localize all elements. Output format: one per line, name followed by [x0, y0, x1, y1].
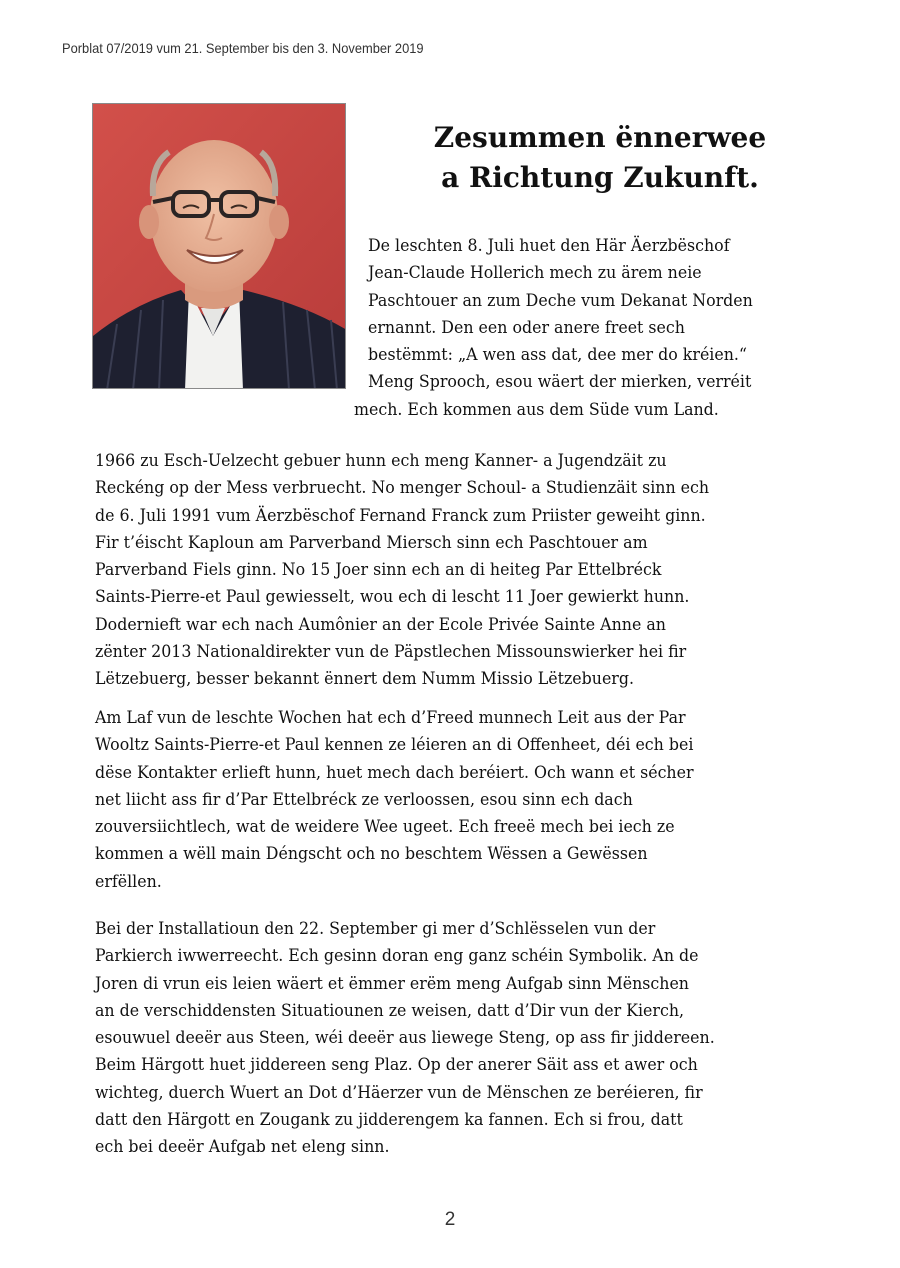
paragraph-line: Parverband Fiels ginn. No 15 Joer sinn ech an di heiteg Par Ettelbréck: [95, 560, 662, 581]
title-line: a Richtung Zukunft.: [441, 161, 759, 194]
paragraph-line: esouwuel deeër aus Steen, wéi deeër aus liewege Steng, op ass fir jiddereen.: [95, 1028, 715, 1049]
paragraph-line: Fir t’éischt Kaploun am Parverband Miersch sinn ech Paschtouer am: [95, 532, 648, 553]
paragraph-line: ech bei deeër Aufgab net eleng sinn.: [95, 1137, 390, 1158]
paragraph-line: kommen a wëll main Déngscht och no beschtem Wëssen a Gewëssen: [95, 844, 648, 865]
paragraph-line: net liicht ass fir d’Par Ettelbréck ze verloossen, esou sinn ech dach: [95, 789, 633, 810]
intro-line: ernannt. Den een oder anere freet sech: [368, 317, 685, 338]
paragraph-line: dëse Kontakter erlieft hunn, huet mech dach beréiert. Och wann et sécher: [95, 762, 694, 783]
encounter-paragraph: [95, 705, 855, 896]
installation-paragraph: [95, 916, 855, 1162]
page-number: 2: [444, 1209, 456, 1230]
intro-paragraph: [354, 233, 860, 424]
paragraph-line: Joren di vrun eis leien wäert et ëmmer erëm meng Aufgab sinn Mënschen: [95, 973, 690, 994]
title-line: Zesummen ënnerwee: [433, 121, 767, 154]
paragraph-line: Beim Härgott huet jiddereen seng Plaz. Op der anerer Säit ass et awer och: [95, 1055, 698, 1076]
paragraph-line: Am Laf vun de leschte Wochen hat ech d’Freed munnech Leit aus der Par: [95, 708, 686, 728]
running-header: Porblat 07/2019 vum 21. September bis den 3. November 2019: [62, 40, 424, 56]
paragraph-line: Saints-Pierre-et Paul gewiesselt, wou ech di lescht 11 Joer gewierkt hunn.: [95, 587, 690, 608]
paragraph-line: wichteg, duerch Wuert an Dot d’Häerzer vun de Mënschen ze beréieren, fir: [95, 1082, 703, 1103]
paragraph-line: Wooltz Saints-Pierre-et Paul kennen ze léieren an di Offenheet, déi ech bei: [95, 735, 694, 756]
paragraph-line: de 6. Juli 1991 vum Äerzbëschof Fernand Franck zum Priister geweiht ginn.: [95, 505, 706, 526]
paragraph-line: zënter 2013 Nationaldirekter vun de Päpstlechen Missounswierker hei fir: [95, 642, 687, 663]
intro-line: bestëmmt: „A wen ass dat, dee mer do kréien.“: [368, 345, 748, 366]
biography-paragraph: [95, 448, 855, 694]
paragraph-line: Reckéng op der Mess verbruecht. No menger Schoul- a Studienzäit sinn ech: [95, 478, 710, 499]
intro-line: Jean-Claude Hollerich mech zu ärem neie: [368, 263, 702, 284]
article-title: [390, 118, 810, 198]
intro-line: Meng Sprooch, esou wäert der mierken, verréit: [368, 372, 752, 393]
intro-line: De leschten 8. Juli huet den Här Äerzbëschof: [368, 236, 730, 256]
paragraph-line: Lëtzebuerg, besser bekannt ënnert dem Numm Missio Lëtzebuerg.: [95, 669, 635, 690]
paragraph-line: Doderniеft war ech nach Aumônier an der Ecole Privée Sainte Anne an: [95, 614, 666, 635]
author-portrait: [92, 103, 346, 389]
paragraph-line: erfëllen.: [95, 871, 162, 892]
portrait-image: [93, 104, 346, 389]
intro-line: Paschtouer an zum Deche vum Dekanat Norden: [368, 290, 753, 311]
paragraph-line: Parkierch iwwerreecht. Ech gesinn doran eng ganz schéin Symbolik. An de: [95, 946, 699, 967]
paragraph-line: zouversiichtlech, wat de weidere Wee ugeet. Ech freeë mech bei iech ze: [95, 817, 675, 838]
paragraph-line: 1966 zu Esch-Uelzecht gebuer hunn ech meng Kanner- a Jugendzäit zu: [95, 451, 667, 471]
paragraph-line: datt den Härgott en Zougank zu jidderengem ka fannen. Ech si frou, datt: [95, 1110, 683, 1131]
paragraph-line: Bei der Installatioun den 22. September gi mer d’Schlësselen vun der: [95, 919, 656, 939]
intro-line: mech. Ech kommen aus dem Süde vum Land.: [354, 399, 719, 420]
paragraph-line: an de verschiddensten Situatiounen ze weisen, datt d’Dir vun der Kierch,: [95, 1000, 685, 1021]
